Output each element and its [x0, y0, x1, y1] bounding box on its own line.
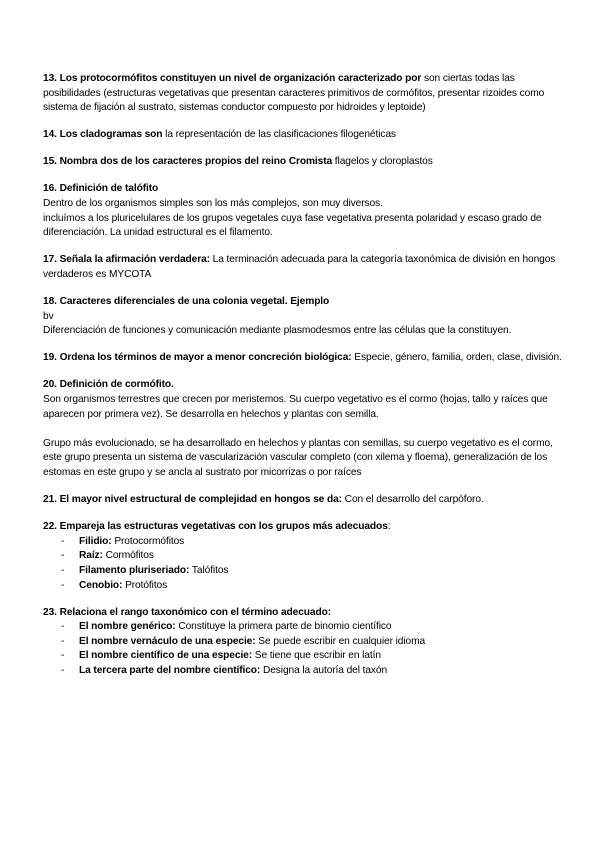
list-item-term: El nombre científico de una especie:	[79, 650, 253, 662]
question-15	[43, 155, 563, 170]
question-20-paragraph-1: Son organismos terrestres que crecen por meristemos. Su cuerpo vegetativo es el cormo (hojas, tallo y raíces que aparecen por primera vez). Se desarrolla en helechos y plantas con semilla.	[43, 394, 548, 420]
question-13	[43, 72, 563, 116]
question-16-title: 16. Definición de talófito	[43, 183, 159, 195]
question-22-title-tail: :	[387, 521, 391, 533]
question-14-answer: la representación de las clasificaciones filogenéticas	[162, 129, 396, 141]
list-item-term: El nombre genérico:	[79, 621, 176, 633]
list-item	[61, 564, 563, 579]
document-page	[43, 72, 563, 691]
list-item-term: Filidio:	[79, 535, 112, 547]
list-item-term: El nombre vernáculo de una especie:	[79, 635, 256, 647]
paragraph-gap	[43, 422, 563, 437]
question-22-title: 22. Empareja las estructuras vegetativas con los grupos más adecuados	[43, 521, 388, 533]
question-21-answer: Con el desarrollo del carpóforo.	[341, 494, 484, 506]
question-22	[43, 520, 563, 593]
question-19-text	[43, 351, 563, 366]
question-22-list	[43, 535, 563, 593]
list-item-term: La tercera parte del nombre científico:	[79, 665, 261, 676]
question-18	[43, 295, 563, 339]
list-item	[61, 549, 563, 564]
list-item-value: Protófitos	[122, 579, 168, 591]
list-item-value: Se tiene que escribir en latín	[252, 650, 381, 662]
question-17-title: 17. Señala la afirmación verdadera:	[43, 254, 210, 266]
list-item	[61, 664, 563, 679]
question-23-list	[43, 620, 563, 678]
question-19	[43, 351, 563, 366]
question-18-line-2: Diferenciación de funciones y comunicación mediante plasmodesmos entre las células que la constituyen.	[43, 325, 512, 337]
question-13-title: 13. Los protocormófitos constituyen un nivel de organización caracterizado por	[43, 73, 422, 84]
list-item	[61, 535, 563, 550]
question-15-text	[43, 155, 563, 170]
question-20-paragraph-2: Grupo más evolucionado, se ha desarrollado en helechos y plantas con semillas, su cuerpo vegetativo es el cormo, este grupo presenta un sistema de vascularización vascular completo (con xilema y floema), generalización de los estomas en este grupo y se ancla al sustrato por micorrizas o por raíces	[43, 437, 553, 478]
question-16	[43, 182, 563, 240]
question-20	[43, 378, 563, 480]
question-13-text	[43, 72, 563, 116]
question-20-title: 20. Definición de cormófito.	[43, 379, 174, 391]
list-item-value: Protocormófitos	[111, 535, 185, 547]
question-13-answer: son ciertas todas las posibilidades (estructuras vegetativas que presentan caracteres primitivos de cormófitos, presentar rizoides como sistema de fijación al sustrato, sistemas conductor compuesto por hidroides y leptoide)	[43, 73, 545, 114]
question-18-title: 18. Caracteres diferenciales de una colonia vegetal. Ejemplo	[43, 296, 330, 308]
question-15-title: 15. Nombra dos de los caracteres propios del reino Cromista	[43, 156, 333, 168]
question-21-title: 21. El mayor nivel estructural de complejidad en hongos se da:	[43, 494, 342, 506]
question-23	[43, 606, 563, 679]
question-16-line-2: incluímos a los pluricelulares de los grupos vegetales cuya fase vegetativa presenta polaridad y escaso grado de diferenciación. La unidad estructural es el filamento.	[43, 212, 542, 239]
question-16-line-1: Dentro de los organismos simples son los más complejos, son muy diversos.	[43, 198, 383, 210]
question-22-heading	[43, 520, 563, 535]
list-item	[61, 649, 563, 664]
list-item-value: Cormófitos	[102, 550, 154, 562]
question-19-title: 19. Ordena los términos de mayor a menor concreción biológica:	[43, 352, 352, 364]
list-item-term: Raíz:	[79, 550, 103, 562]
list-item-value: Se puede escribir en cualquier idioma	[255, 635, 426, 647]
list-item	[61, 635, 563, 650]
question-23-title: 23. Relaciona el rango taxonómico con el término adecuado:	[43, 606, 332, 618]
list-item	[61, 579, 563, 594]
question-19-answer: Especie, género, familia, orden, clase, división.	[351, 352, 562, 364]
question-17	[43, 253, 563, 282]
question-15-answer: flagelos y cloroplastos	[332, 156, 433, 168]
question-17-answer: La terminación adecuada para la categoría taxonómica de división en hongos verdaderos es MYCOTA	[43, 254, 556, 280]
question-14-title: 14. Los cladogramas son	[43, 129, 163, 141]
question-21	[43, 493, 563, 508]
list-item-value: Talófitos	[189, 564, 229, 576]
list-item	[61, 620, 563, 635]
question-21-text	[43, 493, 563, 508]
question-18-line-1: bv	[43, 310, 54, 322]
list-item-term: Cenobio:	[79, 579, 123, 591]
list-item-value: Constituye la primera parte de binomio científico	[175, 621, 392, 633]
list-item-term: Filamento pluriseriado:	[79, 564, 190, 576]
question-17-text	[43, 253, 563, 282]
list-item-value: Designa la autoría del taxón	[260, 665, 388, 676]
question-14-text	[43, 128, 563, 143]
question-14	[43, 128, 563, 143]
